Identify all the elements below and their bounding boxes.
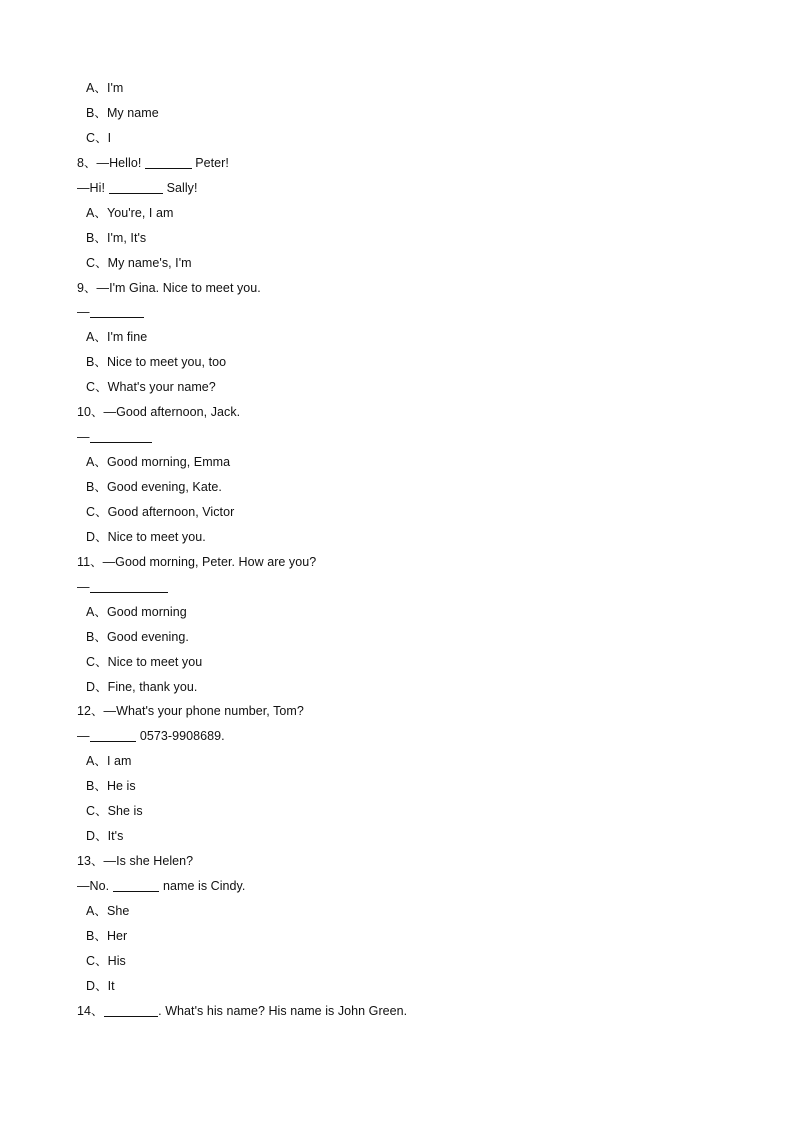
question-text: — (77, 430, 90, 445)
question-line (0, 999, 794, 1024)
question-line (0, 425, 794, 450)
answer-option (0, 749, 794, 774)
answer-option (0, 201, 794, 226)
option-text: Nice to meet you. (107, 529, 206, 544)
option-letter: A (86, 81, 95, 95)
option-letter: C (86, 504, 96, 519)
option-letter: C (86, 130, 96, 145)
option-separator: 、 (95, 679, 108, 694)
option-separator: 、 (94, 205, 107, 220)
question-line (0, 849, 794, 874)
option-letter: B (86, 629, 95, 644)
answer-option (0, 325, 794, 350)
option-separator: 、 (95, 380, 108, 395)
answer-blank (90, 727, 137, 742)
option-letter: A (86, 455, 95, 470)
answer-option (0, 450, 794, 475)
option-letter: A (86, 205, 95, 220)
option-letter: A (86, 754, 95, 769)
answer-option (0, 101, 794, 126)
answer-option (0, 625, 794, 650)
question-line (0, 699, 794, 724)
answer-option (0, 126, 794, 151)
option-letter: D (86, 978, 96, 993)
option-text: His (107, 953, 126, 968)
option-separator: 、 (95, 130, 108, 145)
option-separator: 、 (95, 529, 108, 544)
answer-option (0, 475, 794, 500)
option-text: I'm (106, 81, 124, 95)
option-text: She (106, 903, 130, 918)
option-letter: A (86, 330, 95, 345)
answer-blank (90, 578, 168, 593)
option-separator: 、 (94, 604, 107, 619)
option-text: Her (106, 928, 128, 943)
option-letter: B (86, 779, 95, 794)
option-text: It (107, 978, 115, 993)
option-separator: 、 (94, 81, 107, 95)
option-text: I'm fine (106, 330, 148, 345)
option-text: Fine, thank you. (107, 679, 198, 694)
question-line (0, 151, 794, 176)
question-line (0, 176, 794, 201)
option-separator: 、 (94, 230, 107, 245)
answer-option (0, 949, 794, 974)
question-text: —Hi! (77, 180, 109, 195)
option-letter: C (86, 804, 96, 819)
question-text: 8、—Hello! (77, 155, 145, 170)
option-separator: 、 (94, 355, 107, 370)
option-separator: 、 (95, 504, 108, 519)
question-line (0, 300, 794, 325)
option-separator: 、 (94, 105, 107, 120)
option-text: It's (107, 829, 124, 844)
option-letter: B (86, 230, 95, 245)
question-line (0, 550, 794, 575)
answer-option (0, 974, 794, 999)
option-text: Good evening, Kate. (106, 480, 222, 494)
answer-option (0, 525, 794, 550)
answer-blank (109, 179, 164, 194)
question-text: 10、—Good afternoon, Jack. (77, 405, 241, 420)
question-line (0, 276, 794, 301)
question-text: 14、 (77, 1003, 104, 1018)
option-text: My name's, I'm (107, 255, 192, 270)
option-text: I'm, It's (106, 230, 147, 245)
option-separator: 、 (95, 829, 108, 844)
option-separator: 、 (95, 978, 108, 993)
question-text: name is Cindy. (159, 879, 246, 893)
option-text: Nice to meet you (107, 654, 203, 669)
option-separator: 、 (94, 779, 107, 794)
answer-option (0, 226, 794, 251)
answer-option (0, 924, 794, 949)
option-letter: B (86, 928, 95, 943)
option-letter: D (86, 829, 96, 844)
answer-option (0, 774, 794, 799)
option-separator: 、 (94, 480, 107, 494)
option-letter: B (86, 355, 95, 370)
option-letter: A (86, 903, 95, 918)
question-text: 0573-9908689. (136, 729, 225, 744)
option-separator: 、 (95, 654, 108, 669)
question-line (0, 400, 794, 425)
question-text: — (77, 305, 90, 320)
answer-option (0, 375, 794, 400)
option-separator: 、 (94, 455, 107, 470)
option-separator: 、 (95, 255, 108, 270)
option-text: Good morning (106, 604, 187, 619)
answer-option (0, 76, 794, 101)
answer-option (0, 350, 794, 375)
answer-option (0, 824, 794, 849)
answer-option (0, 500, 794, 525)
question-text: Sally! (163, 180, 198, 195)
option-text: My name (106, 105, 159, 120)
option-letter: C (86, 654, 96, 669)
option-letter: D (86, 679, 96, 694)
option-letter: C (86, 953, 96, 968)
option-letter: D (86, 529, 96, 544)
question-line (0, 874, 794, 899)
question-text: — (77, 729, 90, 744)
question-text: . What's his name? His name is John Green. (158, 1003, 408, 1018)
option-text: Good evening. (106, 629, 189, 644)
answer-option (0, 799, 794, 824)
option-separator: 、 (94, 330, 107, 345)
option-separator: 、 (94, 629, 107, 644)
question-text: —No. (77, 879, 113, 893)
option-text: He is (106, 779, 136, 794)
option-letter: B (86, 105, 95, 120)
question-line (0, 575, 794, 600)
option-letter: C (86, 380, 96, 395)
question-line (0, 724, 794, 749)
option-separator: 、 (95, 804, 108, 819)
answer-option (0, 899, 794, 924)
option-text: Good morning, Emma (106, 455, 231, 470)
option-separator: 、 (95, 953, 108, 968)
option-separator: 、 (94, 903, 107, 918)
option-text: Nice to meet you, too (106, 355, 227, 370)
answer-blank (90, 428, 152, 443)
answer-blank (113, 877, 160, 892)
answer-option (0, 650, 794, 675)
question-text: 13、—Is she Helen? (77, 854, 194, 869)
worksheet-page (0, 76, 794, 1024)
answer-blank (145, 154, 192, 169)
option-letter: A (86, 604, 95, 619)
option-text: I (107, 130, 112, 145)
answer-option (0, 251, 794, 276)
option-text: What's your name? (107, 380, 216, 395)
option-text: I am (106, 754, 132, 769)
answer-option (0, 675, 794, 700)
option-text: She is (107, 804, 143, 819)
question-text: 11、—Good morning, Peter. How are you? (77, 554, 317, 569)
question-text: 12、—What's your phone number, Tom? (77, 704, 304, 719)
question-text: 9、—I'm Gina. Nice to meet you. (77, 280, 261, 295)
question-text: Peter! (191, 155, 229, 170)
option-separator: 、 (94, 928, 107, 943)
option-separator: 、 (94, 754, 107, 769)
option-letter: B (86, 480, 95, 494)
option-text: Good afternoon, Victor (107, 504, 235, 519)
question-text: — (77, 579, 90, 594)
option-letter: C (86, 255, 96, 270)
option-text: You're, I am (106, 205, 174, 220)
answer-blank (90, 303, 145, 318)
answer-blank (104, 1002, 159, 1017)
answer-option (0, 600, 794, 625)
